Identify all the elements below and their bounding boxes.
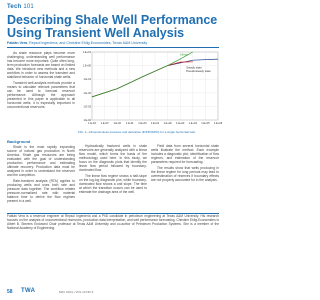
intro-paragraph: As shale resource plays become more challenging, understanding well performance has become more important. Quite often long-term production forecasts are based on limited data. We introduce new methods and a new workflow in order to assess the transient and stabilized behavior of horizontal shale wells.	[7, 51, 75, 79]
journal-name-part: TWA	[21, 288, 36, 294]
byline-author: Fabián Vera	[7, 41, 28, 45]
x-tick-label: 1.E+01	[150, 122, 160, 125]
body-column-3	[151, 144, 219, 184]
author-bio: Fabián Vera is a reservoir engineer at Repsol Ingeniería and a PhD candidate in petroleum engineering at Texas A&M University. His research focuses on the analysis of unconventional reservoirs, production data interpretation, and well performance forecasting. Christine Ehlig-Economides is Albert B. Stevens Endowed Chair professor at Texas A&M University and co-author of Petroleum Production Systems. She is a member of the National Academy of Engineering.	[7, 214, 219, 230]
chart-annotation: Steady state	[186, 65, 202, 70]
issue-date: MAY 2014 • VOL 10 NO 3	[59, 289, 94, 294]
chart-annotation: Pseudosteady state	[186, 68, 211, 73]
figure-caption: FIG. 1—Dimensionless pressure and derivative (tDPD′/tDPD) for a single horizontal well.	[78, 130, 196, 134]
body-paragraph: Rate-transient analysis (RTA) applies to producing wells and uses both rate and pressure data together. The workflow relates pressure-normalized rate with material balance time to derive the flow regimes present in a well.	[7, 179, 75, 203]
x-tick-label: 1.E+04	[188, 122, 197, 125]
body-paragraph: Field data from several horizontal shale wells illustrate the method. Each example includes a diagnostic plot, identification of flow regimes, and estimation of the reservoir parameters required for forecasting.	[151, 144, 219, 164]
body-paragraph: Hydraulically fractured wells in shale reservoirs are generally analyzed with a linear flow model, which forms the basis of the methodology used here. In this study, we focus on the diagnostic plots that identify the linear flow period followed by boundary-dominated flow.	[79, 144, 147, 172]
journal-name	[21, 288, 35, 294]
y-tick-label: 1.E+00	[82, 64, 91, 68]
intro-paragraph: Transient well-analysis methods provide a means to calculate relevant parameters that can be used to forecast reservoir performance. Although the approach presented in this paper is applicable to all horizontal wells, it is especially important in unconventional reservoirs.	[7, 81, 75, 109]
section-tag	[7, 4, 34, 10]
byline	[7, 41, 219, 45]
section-heading: Background	[7, 139, 31, 144]
y-tick-label: 1.E-02	[83, 91, 91, 95]
y-tick-label: 1.E-01	[83, 78, 91, 82]
y-tick-label: 1.E-04	[83, 119, 91, 122]
body-paragraph: The results show that wells producing in the linear regime for long periods may lead to overestimation of reserves if boundary effects are not properly accounted for in the analysis.	[151, 166, 219, 182]
x-tick-label: 1.E-03	[100, 122, 109, 125]
intro-column	[7, 51, 75, 111]
y-tick-label: 1.E-03	[83, 105, 91, 109]
x-tick-label: 1.E+05	[201, 122, 210, 125]
page-number: 58	[7, 289, 13, 295]
page-title: Describing Shale Well Performance Using Transient Well Analysis	[7, 13, 218, 40]
x-tick-label: 1.E-02	[113, 122, 122, 125]
body-paragraph: Shale is the most rapidly expanding source of natural gas production in North America. Shale gas resources are being evaluated with the goal of understanding production performance and estimating ultimate recovery. Production data must be analyzed in order to understand the reservoir and the completion.	[7, 145, 75, 177]
x-tick-label: 1.E+03	[176, 122, 185, 125]
chart-annotation: Infinite	[180, 52, 189, 57]
figure-chart	[78, 50, 223, 130]
x-tick-label: 1.E-01	[125, 122, 134, 125]
x-tick-label: 1.E+02	[163, 122, 172, 125]
x-tick-label: 1.E+06	[213, 122, 223, 125]
footer	[7, 287, 219, 297]
x-tick-label: 1.E+00	[138, 122, 147, 125]
body-column-1	[7, 145, 75, 205]
x-tick-label: 1.E-04	[88, 122, 96, 125]
byline-rest: , Repsol Ingeniería, and Christine Ehlig-Economides, Texas A&M University	[27, 41, 148, 45]
section-label: Tech	[7, 4, 22, 10]
issue-number: 101	[23, 4, 34, 10]
title-rule	[7, 47, 219, 48]
body-paragraph: The linear flow regime shows a half-slope on the log-log diagnostic plot, while boundary-dominated flow shows a unit slope. The time at which the transition occurs can be used to estimate the drainage area of the well.	[79, 174, 147, 194]
body-column-2	[79, 144, 147, 196]
y-tick-label: 1.E+01	[82, 51, 91, 54]
